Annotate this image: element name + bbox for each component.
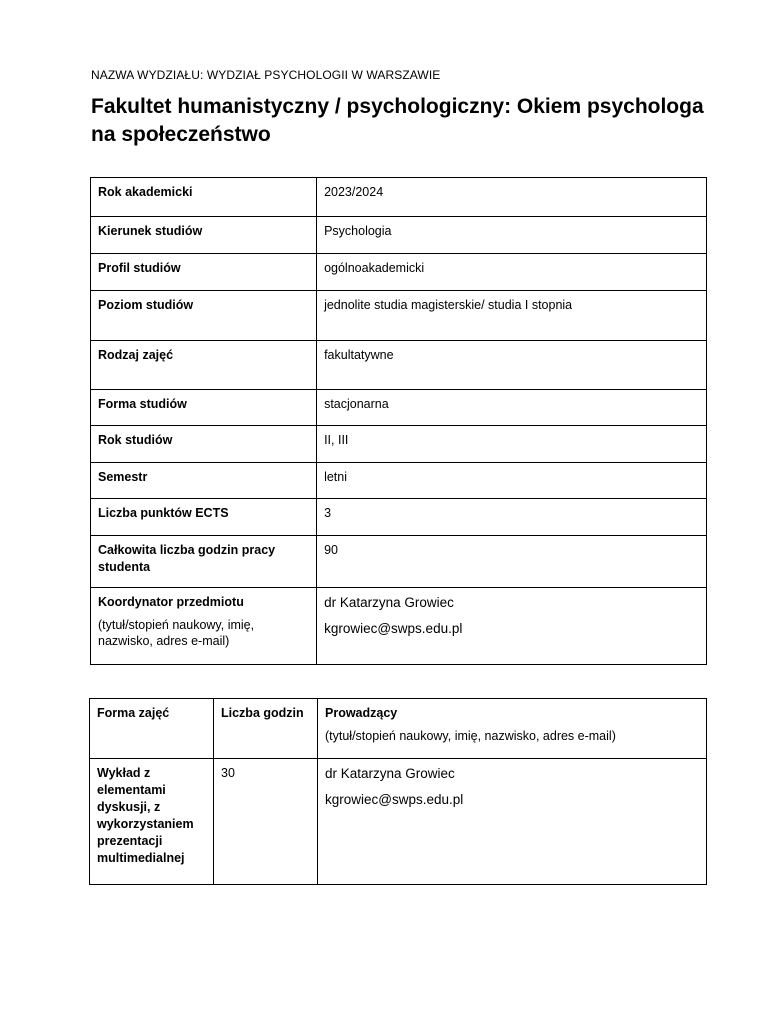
table-row	[91, 254, 707, 291]
row-value: jednolite studia magisterskie/ studia I stopnia	[317, 291, 707, 341]
row-label: Rodzaj zajęć	[91, 341, 317, 390]
table-row	[91, 536, 707, 588]
table-row	[91, 341, 707, 390]
coordinator-label: Koordynator przedmiotu	[98, 595, 244, 609]
row-label: Rok studiów	[91, 426, 317, 463]
class-form: Wykład z elementami dyskusji, z wykorzystaniem prezentacji multimedialnej	[90, 759, 214, 885]
table-row	[91, 178, 707, 217]
table-row	[91, 426, 707, 463]
teacher-name: dr Katarzyna Growiec	[325, 766, 455, 781]
class-forms-table	[89, 698, 707, 885]
row-value: 2023/2024	[317, 178, 707, 217]
table-row	[91, 499, 707, 536]
row-value: 90	[317, 536, 707, 588]
header-teacher: Prowadzący	[325, 706, 398, 720]
coordinator-label-cell	[91, 588, 317, 665]
faculty-name: NAZWA WYDZIAŁU: WYDZIAŁ PSYCHOLOGII W WARSZAWIE	[91, 68, 441, 82]
row-label: Semestr	[91, 463, 317, 499]
table-row	[91, 463, 707, 499]
row-value: fakultatywne	[317, 341, 707, 390]
table-header-row	[90, 699, 707, 759]
row-label: Forma studiów	[91, 390, 317, 426]
table-row	[91, 291, 707, 341]
row-label: Liczba punktów ECTS	[91, 499, 317, 536]
row-value: ogólnoakademicki	[317, 254, 707, 291]
coordinator-email: kgrowiec@swps.edu.pl	[324, 621, 463, 636]
row-value: stacjonarna	[317, 390, 707, 426]
coordinator-name: dr Katarzyna Growiec	[324, 595, 454, 610]
header-form: Forma zajęć	[90, 699, 214, 759]
row-label: Kierunek studiów	[91, 217, 317, 254]
teacher-email: kgrowiec@swps.edu.pl	[325, 792, 464, 807]
row-label: Całkowita liczba godzin pracy studenta	[91, 536, 317, 588]
row-value: II, III	[317, 426, 707, 463]
coordinator-sublabel: (tytuł/stopień naukowy, imię, nazwisko, adres e-mail)	[98, 618, 255, 648]
row-label: Rok akademicki	[91, 178, 317, 217]
coordinator-value-cell	[317, 588, 707, 665]
table-row	[91, 588, 707, 665]
table-row	[90, 759, 707, 885]
teacher-cell	[318, 759, 707, 885]
table-row	[91, 390, 707, 426]
row-label: Poziom studiów	[91, 291, 317, 341]
row-value: letni	[317, 463, 707, 499]
table-row	[91, 217, 707, 254]
row-label: Profil studiów	[91, 254, 317, 291]
header-teacher-cell	[318, 699, 707, 759]
header-hours: Liczba godzin	[214, 699, 318, 759]
header-teacher-sublabel: (tytuł/stopień naukowy, imię, nazwisko, adres e-mail)	[325, 729, 616, 743]
document-title: Fakultet humanistyczny / psychologiczny: Okiem psychologa na społeczeństwo	[91, 95, 704, 146]
course-info-table	[90, 177, 707, 665]
row-value: 3	[317, 499, 707, 536]
row-value: Psychologia	[317, 217, 707, 254]
class-hours: 30	[214, 759, 318, 885]
